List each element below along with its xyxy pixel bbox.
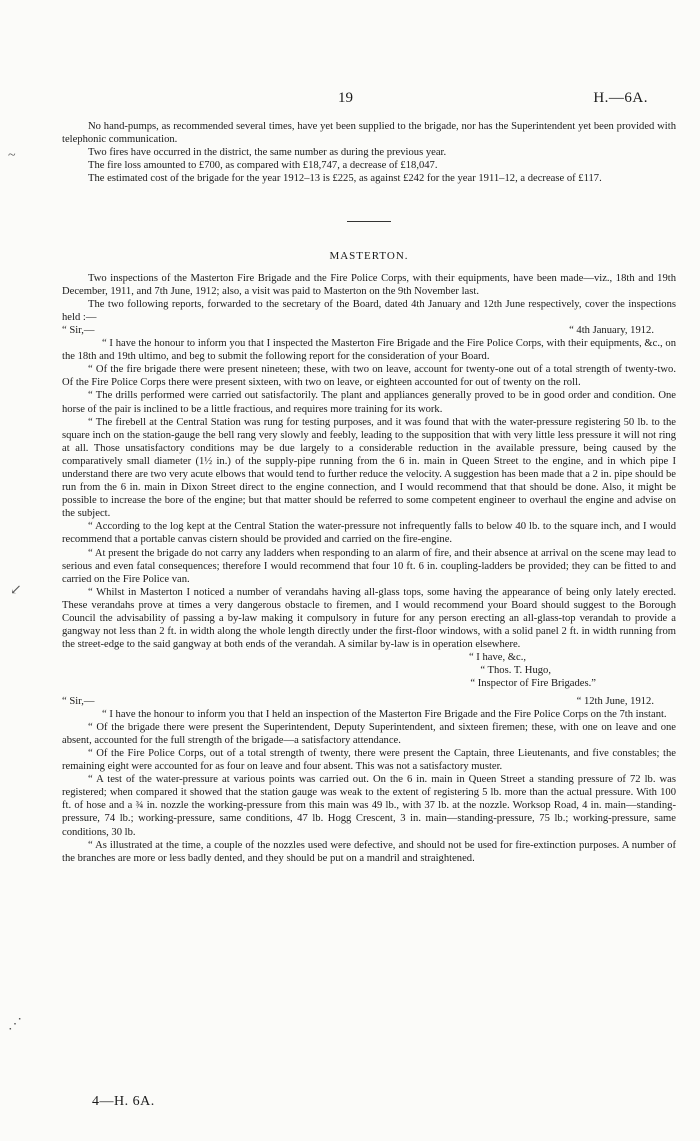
paragraph: The two following reports, forwarded to the secretary of the Board, dated 4th January and 12th June respectively, cover the inspections held :— bbox=[62, 298, 676, 323]
paragraph: “ According to the log kept at the Central Station the water-pressure not infrequently falls to below 40 lb. to the square inch, and I would recommend that a portable canvas cistern should be provided and carried on the fire-engine. bbox=[62, 521, 676, 546]
margin-mark: ~ bbox=[8, 148, 16, 163]
signature-name: “ Thos. T. Hugo, bbox=[480, 665, 551, 677]
paragraph: “ The firebell at the Central Station was rung for testing purposes, and it was found that with the water-pressure registering 50 lb. to the square inch on the station-gauge the bell rang very slowly and feebly, leading to the supposition that with very little less pressure it will not ring at all. Those unsatisfactory conditions may be due largely to a considerable reduction in the available pressure, being caused by the comparatively small diameter (1½ in.) of the supply-pipe running from the 6 in. main in Queen Street to the engine, and in which pipe I understand there are two very acute elbows that would tend to further reduce the velocity. A suggestion has been made that a 2 in. pipe should be run from the 6 in. main in Dixon Street direct to the engine connection, and I would recommend that that should be done. Also, it might be possible to increase the bore of the engine; but that matter should be referred to some competent engineer to overhaul the engine and advise on the subject. bbox=[62, 416, 676, 520]
document-body bbox=[62, 120, 676, 865]
letter-date: “ 12th June, 1912. bbox=[576, 695, 654, 707]
paragraph: “ Of the brigade there were present the Superintendent, Deputy Superintendent, and sixteen firemen; these, with one on leave and one absent, accounted for the full strength of the brigade—a satisfactory attendance. bbox=[62, 721, 676, 746]
paragraph: “ At present the brigade do not carry any ladders when responding to an alarm of fire, and their absence at arrival on the scene may lead to serious and even fatal consequences; therefore I would recommend that four 10 ft. 6 in. coupling-ladders be provided; they can be fitted to and carried on the Fire Police van. bbox=[62, 547, 676, 585]
margin-mark: ⋰ bbox=[8, 1017, 22, 1032]
paragraph: “ Of the fire brigade there were present nineteen; these, with two on leave, account for twenty-one out of a total strength of twenty-two. Of the Fire Police Corps there were present sixteen, with two on leave, or eighteen accounted for out of twenty on the roll. bbox=[62, 364, 676, 389]
page-number: 19 bbox=[338, 90, 353, 106]
signature-mark: 4—H. 6A. bbox=[92, 1094, 155, 1109]
paragraph: The fire loss amounted to £700, as compared with £18,747, a decrease of £18,047. bbox=[88, 160, 438, 172]
letter-header bbox=[62, 324, 676, 337]
paragraph: The estimated cost of the brigade for the year 1912–13 is £225, as against £242 for the year 1911–12, a decrease of £117. bbox=[88, 173, 602, 185]
document-reference: H.—6A. bbox=[593, 90, 648, 106]
salutation: “ Sir,— bbox=[62, 695, 95, 707]
paragraph: Two inspections of the Masterton Fire Brigade and the Fire Police Corps, with their equipments, have been made—viz., 18th and 19th December, 1911, and 7th June, 1912; also, a visit was paid to Masterton on the 9th November last. bbox=[62, 272, 676, 297]
letter-closing: “ I have, &c., bbox=[468, 652, 526, 664]
salutation: “ Sir,— bbox=[62, 324, 95, 336]
section-heading: MASTERTON. bbox=[329, 250, 409, 263]
paragraph: “ As illustrated at the time, a couple of the nozzles used were defective, and should not be used for fire-extinction purposes. A number of the branches are more or less badly dented, and they should be put on a mandril and straightened. bbox=[62, 839, 676, 864]
paragraph: No hand-pumps, as recommended several times, have yet been supplied to the brigade, nor has the Superintendent yet been provided with telephonic communication. bbox=[62, 121, 676, 146]
paragraph: “ Of the Fire Police Corps, out of a total strength of twenty, there were present the Captain, three Lieutenants, and five constables; the remaining eight were accounted for as four on leave and four absent. This was not a satisfactory muster. bbox=[62, 747, 676, 773]
margin-mark: ↙ bbox=[10, 583, 22, 598]
paragraph: Two fires have occurred in the district, the same number as during the previous year. bbox=[88, 147, 447, 159]
paragraph: “ The drills performed were carried out satisfactorily. The plant and appliances generally proved to be in good order and condition. One horse of the pair is inclined to be a little fractious, and requires more training for its work. bbox=[62, 390, 676, 415]
paragraph: “ A test of the water-pressure at various points was carried out. On the 6 in. main in Queen Street a standing pressure of 72 lb. was registered; when compared it showed that the station gauge was weak to the extent of registering 5 lb. more than the actual pressure. With 100 ft. of hose and a ¾ in. nozzle the working-pressure from this main was 49 lb., with 37 lb. at the nozzle. Worksop Road, 4 in. main—standing-pressure, 74 lb.; working-pressure, same conditions, 47 lb. Hogg Crescent, 3 in. main—standing-pressure, 75 lb.; working-pressure, same conditions, 30 lb. bbox=[62, 774, 676, 838]
paragraph: “ Whilst in Masterton I noticed a number of verandahs having all-glass tops, some having the appearance of being only lately erected. These verandahs prove at times a very dangerous obstacle to firemen, and I would recommend your Board should suggest to the Borough Council the advisability of passing a by-law making it compulsory in future for any person erecting an all-glass-top verandah to provide a gangway not less than 2 ft. in width along the whole length directly under the first-floor windows, with a solid panel 2 ft. in width running from the street-edge to the said gangway at both ends of the verandah. A similar by-law is in operation elsewhere. bbox=[62, 586, 676, 651]
section-divider bbox=[347, 221, 391, 222]
signature-title: “ Inspector of Fire Brigades.” bbox=[470, 678, 596, 690]
paragraph: “ I have the honour to inform you that I held an inspection of the Masterton Fire Brigade and the Fire Police Corps on the 7th instant. bbox=[102, 708, 667, 720]
paragraph: “ I have the honour to inform you that I inspected the Masterton Fire Brigade and the Fire Police Corps, with their equipments, &c., on the 18th and 19th ultimo, and beg to submit the following report for the consideration of your Board. bbox=[62, 338, 676, 363]
letter-date: “ 4th January, 1912. bbox=[569, 324, 654, 336]
letter-header bbox=[62, 695, 676, 708]
